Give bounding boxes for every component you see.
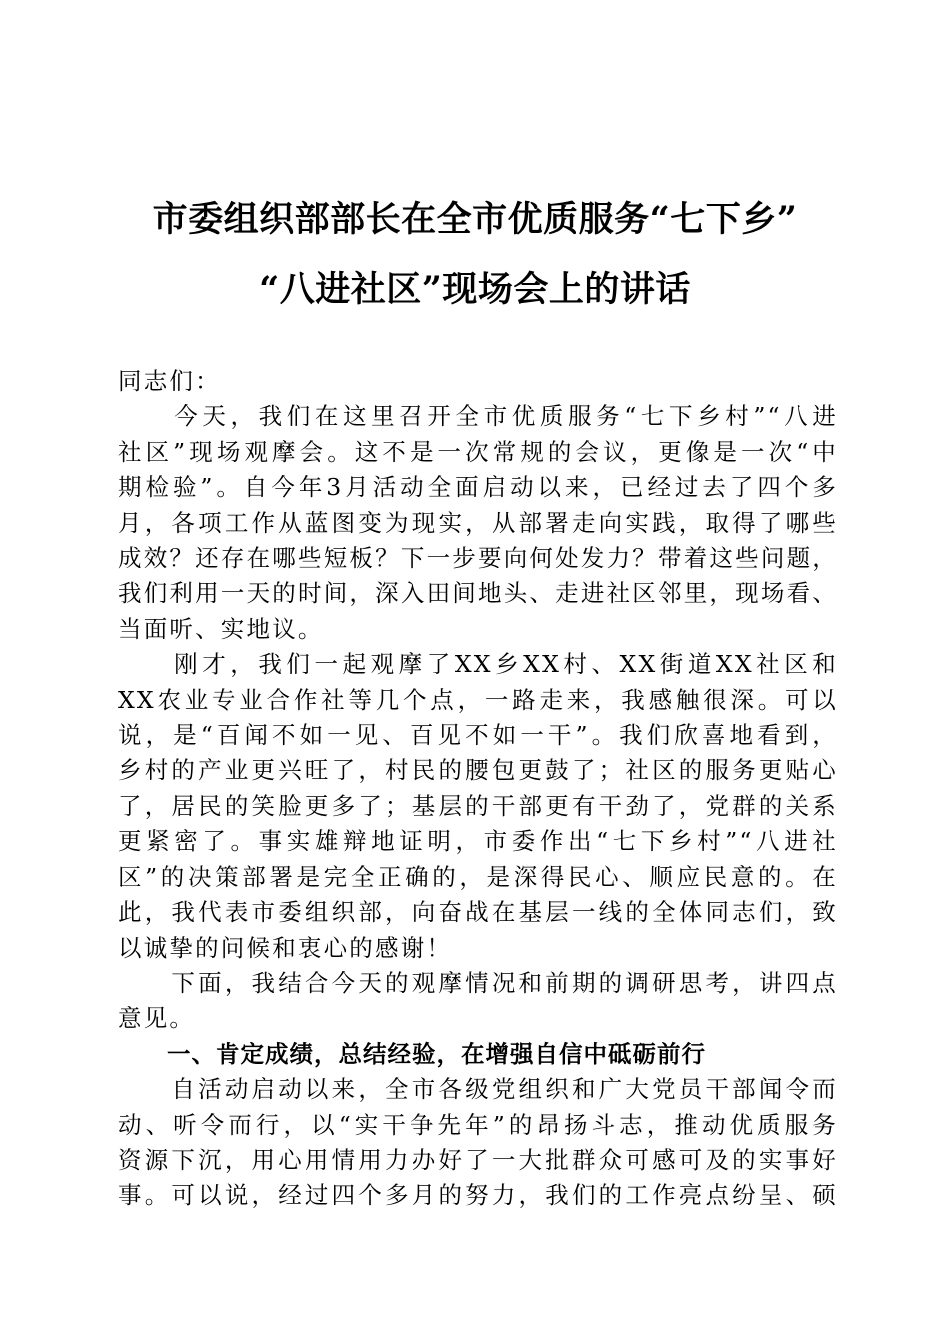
document-title-line-1: 市委组织部部长在全市优质服务“七下乡”: [152, 199, 798, 240]
body-line: 说，是“百闻不如一见、百见不如一干”。我们欣喜地看到，: [118, 721, 838, 750]
document-body: [118, 364, 838, 1214]
body-line: 意见。: [118, 1004, 196, 1033]
body-line: 社区”现场观摩会。这不是一次常规的会议，更像是一次“中: [118, 437, 838, 466]
body-line: 了，居民的笑脸更多了；基层的干部更有干劲了，党群的关系: [118, 791, 838, 820]
body-line: 更紧密了。事实雄辩地证明，市委作出“七下乡村”“八进社: [118, 827, 838, 856]
salutation: 同志们：: [118, 367, 221, 395]
body-line: 以诚挚的问候和衷心的感谢！: [118, 933, 453, 962]
body-line: 我们利用一天的时间，深入田间地头、走进社区邻里，现场看、: [118, 579, 838, 608]
body-line: 成效？还存在哪些短板？下一步要向何处发力？带着这些问题，: [118, 544, 838, 573]
body-line: 事。可以说，经过四个多月的努力，我们的工作亮点纷呈、硕: [118, 1181, 838, 1210]
body-line: 区”的决策部署是完全正确的，是深得民心、顺应民意的。在: [118, 862, 838, 891]
body-line: 刚才，我们一起观摩了XX乡XX村、XX街道XX社区和: [118, 650, 838, 679]
body-line: XX农业专业合作社等几个点，一路走来，我感触很深。可以: [118, 685, 838, 714]
body-line: 期检验”。自今年3月活动全面启动以来，已经过去了四个多: [118, 473, 838, 502]
body-line: 动、听令而行，以“实干争先年”的昂扬斗志，推动优质服务: [118, 1110, 838, 1139]
body-line: 今天，我们在这里召开全市优质服务“七下乡村”“八进: [118, 402, 838, 431]
section-heading-1: 一、肯定成绩，总结经验，在增强自信中砥砺前行: [118, 1039, 706, 1068]
body-line: 当面听、实地议。: [118, 614, 324, 643]
body-line: 资源下沉，用心用情用力办好了一大批群众可感可及的实事好: [118, 1145, 838, 1174]
body-line: 此，我代表市委组织部，向奋战在基层一线的全体同志们，致: [118, 898, 838, 927]
document-title-line-2: “八进社区”现场会上的讲话: [259, 269, 691, 310]
body-line: 月，各项工作从蓝图变为现实，从部署走向实践，取得了哪些: [118, 508, 838, 537]
body-line: 乡村的产业更兴旺了，村民的腰包更鼓了；社区的服务更贴心: [118, 756, 838, 785]
body-line: 自活动启动以来，全市各级党组织和广大党员干部闻令而: [118, 1075, 838, 1104]
body-line: 下面，我结合今天的观摩情况和前期的调研思考，讲四点: [118, 968, 838, 997]
